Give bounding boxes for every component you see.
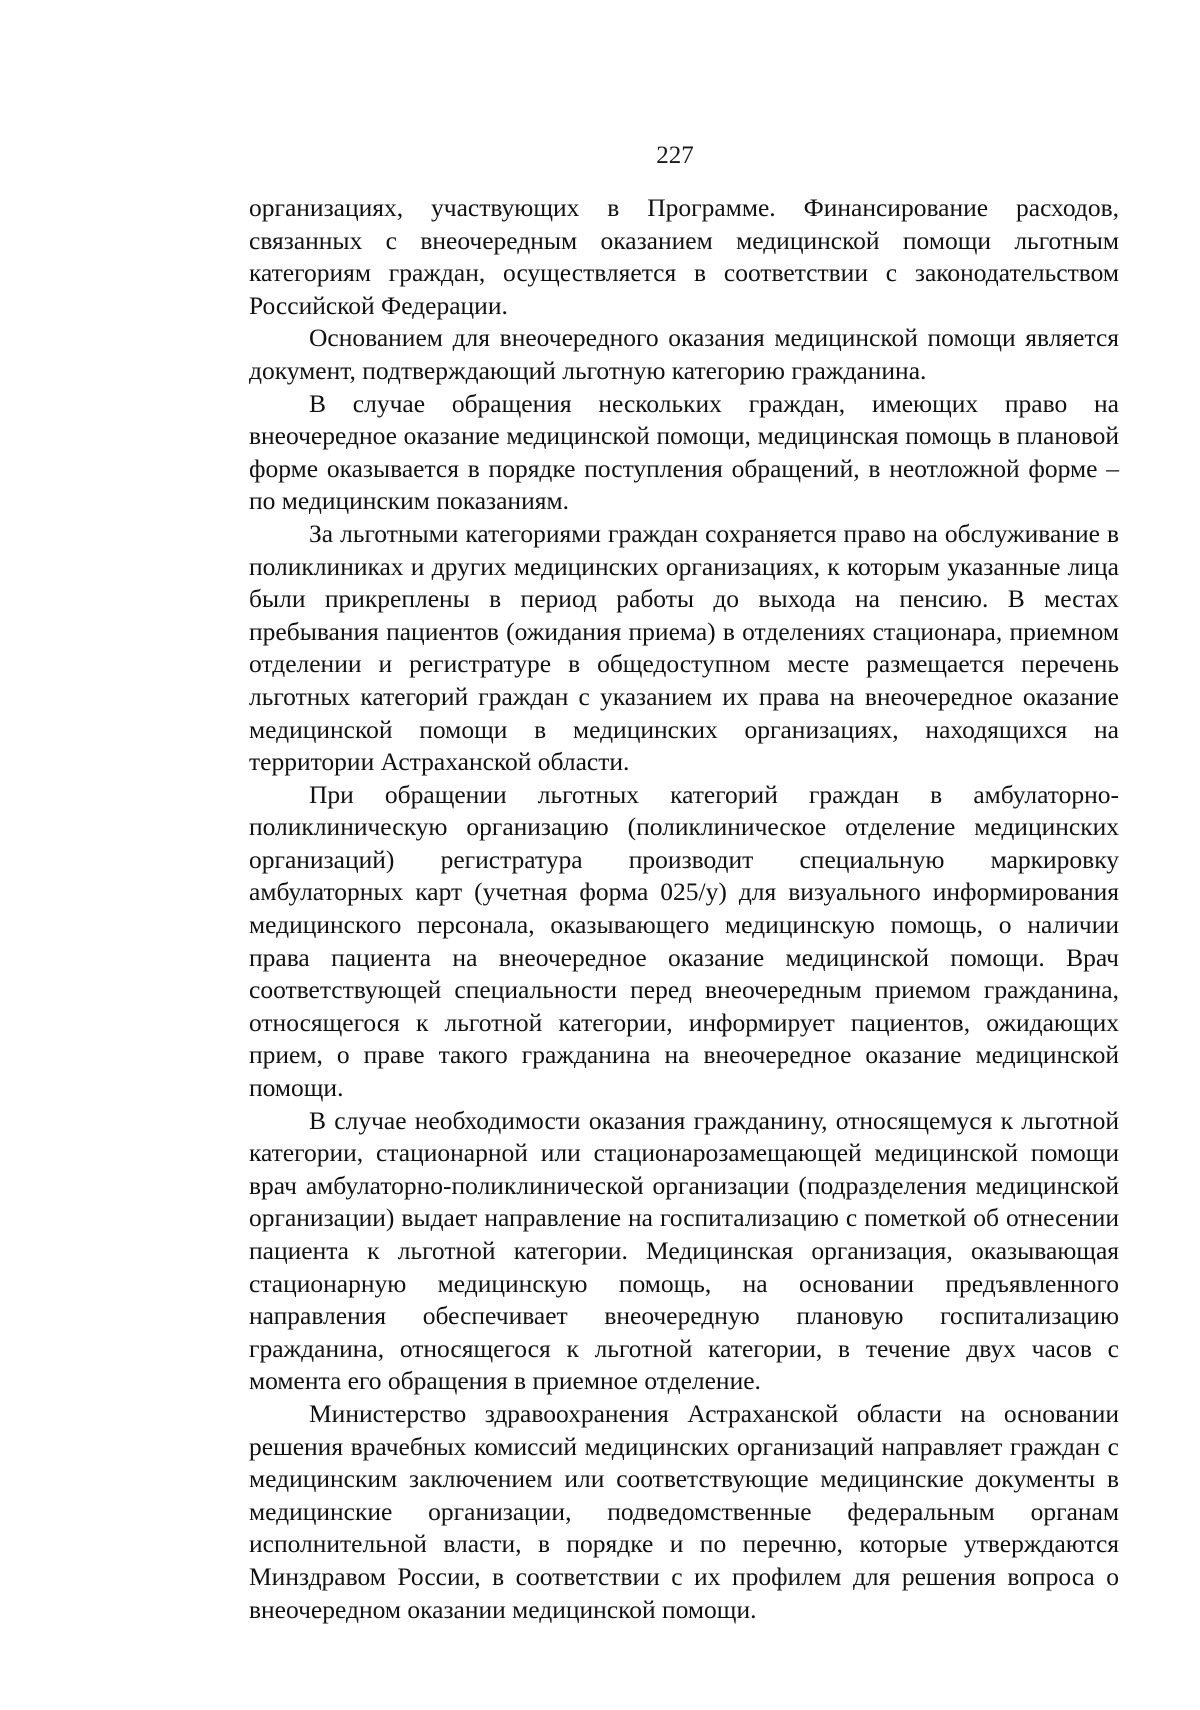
paragraph-basis: Основанием для внеочередного оказания медицинской помощи является документ, подтверждающий льготную категорию гражданина. bbox=[249, 323, 1119, 385]
document-body bbox=[249, 192, 1119, 1626]
paragraph-multiple-citizens: В случае обращения нескольких граждан, имеющих право на внеочередное оказание медицинской помощи, медицинская помощь в плановой форме оказывается в порядке поступления обращений, в неотложной форме – по медицинским показаниям. bbox=[249, 388, 1119, 516]
paragraph-continuation: организациях, участвующих в Программе. Финансирование расходов, связанных с внеочередным оказанием медицинской помощи льготным категориям граждан, осуществляется в соответствии с законодательством Российской Федерации. bbox=[249, 193, 1119, 320]
paragraph-ministry-referral: Министерство здравоохранения Астраханской области на основании решения врачебных комиссий медицинских организаций направляет граждан с медицинским заключением или соответствующие медицинские документы в медицинские организации, подведомственные федеральным органам исполнительной власти, в порядке и по перечню, которые утверждаются Минздравом России, в соответствии с их профилем для решения вопроса о внеочередном оказании медицинской помощи. bbox=[249, 1398, 1119, 1624]
paragraph-hospitalization: В случае необходимости оказания гражданину, относящемуся к льготной категории, стационарной или стационарозамещающей медицинской помощи врач амбулаторно-поликлинической организации (подразделения медицинской организации) выдает направление на госпитализацию с пометкой об отнесении пациента к льготной категории. Медицинская организация, оказывающая стационарную медицинскую помощь, на основании предъявленного направления обеспечивает внеочередную плановую госпитализацию гражданина, относящегося к льготной категории, в течение двух часов с момента его обращения в приемное отделение. bbox=[249, 1105, 1119, 1396]
paragraph-registry-marking: При обращении льготных категорий граждан в амбулаторно-поликлиническую организацию (поликлиническое отделение медицинских организаций) регистратура производит специальную маркировку амбулаторных карт (учетная форма 025/у) для визуального информирования медицинского персонала, оказывающего медицинскую помощь, о наличии права пациента на внеочередное оказание медицинской помощи. Врач соответствующей специальности перед внеочередным приемом гражданина, относящегося к льготной категории, информирует пациентов, ожидающих прием, о праве такого гражданина на внеочередное оказание медицинской помощи. bbox=[249, 779, 1119, 1103]
page-number: 227 bbox=[656, 142, 694, 169]
paragraph-clinic-rights: За льготными категориями граждан сохраняется право на обслуживание в поликлиниках и других медицинских организациях, к которым указанные лица были прикреплены в период работы до выхода на пенсию. В местах пребывания пациентов (ожидания приема) в отделениях стационара, приемном отделении и регистратуре в общедоступном месте размещается перечень льготных категорий граждан с указанием их права на внеочередное оказание медицинской помощи в медицинских организациях, находящихся на территории Астраханской области. bbox=[249, 518, 1119, 777]
